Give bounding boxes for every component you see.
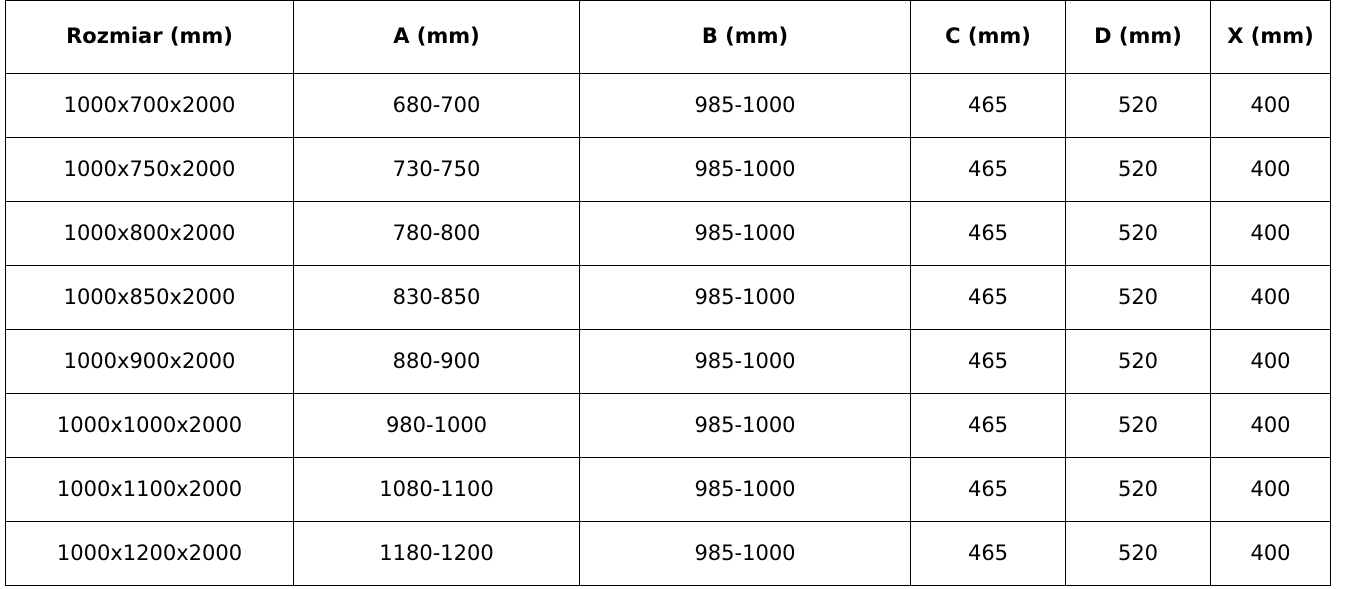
- table-row: [6, 330, 1331, 394]
- cell-a: 780-800: [294, 202, 580, 266]
- cell-c: 465: [911, 266, 1066, 330]
- cell-x: 400: [1211, 522, 1331, 586]
- cell-rozmiar: 1000x1000x2000: [6, 394, 294, 458]
- cell-b: 985-1000: [580, 522, 911, 586]
- table-body: [6, 74, 1331, 586]
- cell-b: 985-1000: [580, 74, 911, 138]
- cell-c: 465: [911, 522, 1066, 586]
- cell-b: 985-1000: [580, 458, 911, 522]
- cell-x: 400: [1211, 330, 1331, 394]
- column-header-rozmiar: Rozmiar (mm): [6, 1, 294, 74]
- cell-d: 520: [1066, 74, 1211, 138]
- cell-a: 730-750: [294, 138, 580, 202]
- cell-c: 465: [911, 74, 1066, 138]
- cell-x: 400: [1211, 458, 1331, 522]
- cell-d: 520: [1066, 138, 1211, 202]
- cell-a: 1180-1200: [294, 522, 580, 586]
- cell-c: 465: [911, 202, 1066, 266]
- column-header-b: B (mm): [580, 1, 911, 74]
- cell-d: 520: [1066, 522, 1211, 586]
- table-row: [6, 266, 1331, 330]
- cell-x: 400: [1211, 202, 1331, 266]
- cell-d: 520: [1066, 394, 1211, 458]
- cell-rozmiar: 1000x750x2000: [6, 138, 294, 202]
- cell-d: 520: [1066, 266, 1211, 330]
- cell-rozmiar: 1000x700x2000: [6, 74, 294, 138]
- cell-b: 985-1000: [580, 138, 911, 202]
- cell-rozmiar: 1000x900x2000: [6, 330, 294, 394]
- column-header-a: A (mm): [294, 1, 580, 74]
- cell-b: 985-1000: [580, 394, 911, 458]
- cell-x: 400: [1211, 74, 1331, 138]
- cell-x: 400: [1211, 138, 1331, 202]
- cell-d: 520: [1066, 458, 1211, 522]
- cell-a: 1080-1100: [294, 458, 580, 522]
- table-row: [6, 394, 1331, 458]
- cell-rozmiar: 1000x1200x2000: [6, 522, 294, 586]
- table-row: [6, 74, 1331, 138]
- cell-b: 985-1000: [580, 202, 911, 266]
- column-header-x: X (mm): [1211, 1, 1331, 74]
- cell-a: 830-850: [294, 266, 580, 330]
- table-header: [6, 1, 1331, 74]
- table-header-row: [6, 1, 1331, 74]
- table-row: [6, 138, 1331, 202]
- cell-d: 520: [1066, 330, 1211, 394]
- cell-a: 880-900: [294, 330, 580, 394]
- cell-rozmiar: 1000x850x2000: [6, 266, 294, 330]
- cell-c: 465: [911, 330, 1066, 394]
- cell-a: 980-1000: [294, 394, 580, 458]
- cell-rozmiar: 1000x1100x2000: [6, 458, 294, 522]
- cell-d: 520: [1066, 202, 1211, 266]
- column-header-d: D (mm): [1066, 1, 1211, 74]
- table-row: [6, 522, 1331, 586]
- cell-x: 400: [1211, 394, 1331, 458]
- cell-rozmiar: 1000x800x2000: [6, 202, 294, 266]
- cell-b: 985-1000: [580, 266, 911, 330]
- table-row: [6, 458, 1331, 522]
- cell-c: 465: [911, 458, 1066, 522]
- cell-a: 680-700: [294, 74, 580, 138]
- column-header-c: C (mm): [911, 1, 1066, 74]
- cell-x: 400: [1211, 266, 1331, 330]
- dimensions-table: [5, 0, 1331, 586]
- cell-c: 465: [911, 138, 1066, 202]
- cell-b: 985-1000: [580, 330, 911, 394]
- cell-c: 465: [911, 394, 1066, 458]
- table-row: [6, 202, 1331, 266]
